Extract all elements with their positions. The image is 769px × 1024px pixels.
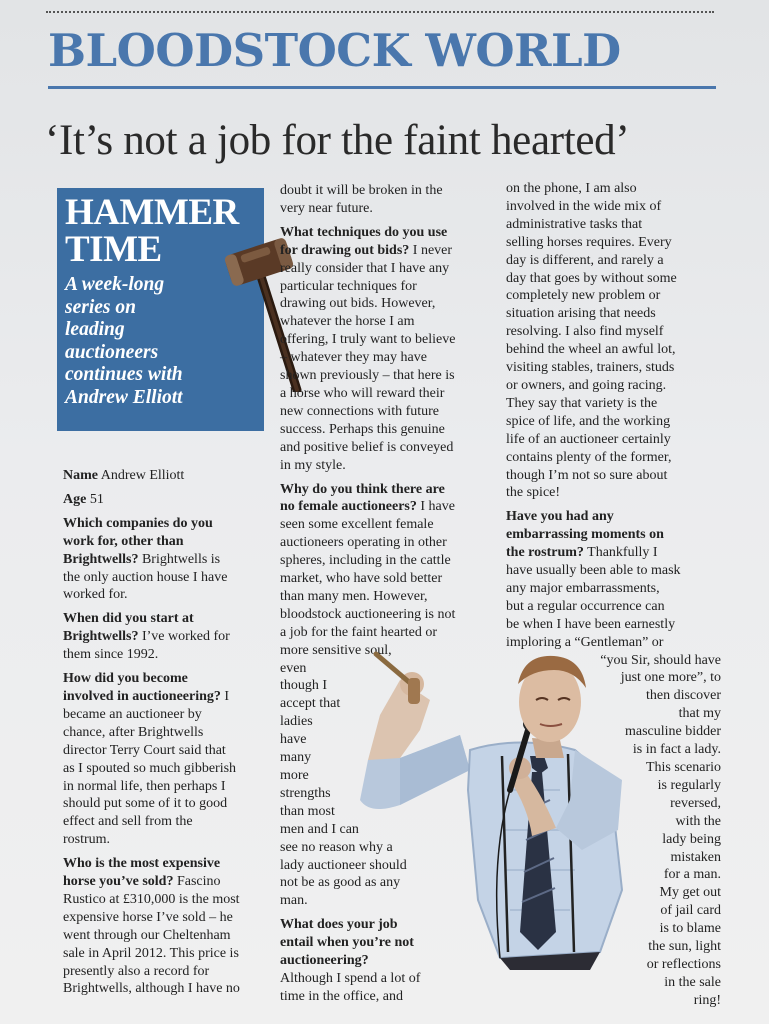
article-column-1 <box>63 467 273 998</box>
profile-name: Name Andrew Elliott <box>63 468 185 483</box>
auctioneer-photo <box>360 640 640 970</box>
top-dotted-rule <box>46 11 714 13</box>
qa-female-auctioneers: Why do you think there are no female auctioneers? I have seen some excellent female auctioneers operating in other spheres, including in the cattle market, who have sold better than many men. However, bloodstock auctioneering is not a job for the faint hearted or more sensitive soul, even though I accept that ladies have many more strengths than most men and I can see no reason why a lady auctioneer should not be as good as any man. <box>280 481 456 909</box>
qa-job-entail-continued: on the phone, I am also involved in the wide mix of administrative tasks that selling horses requires. Every day is different, and rarely a day that goes by without some completely new problem or situation arising that needs resolving. I also find myself behind the wheel an awful lot, visiting stables, trainers, studs or owners, and going racing. They say that variety is the spice of life, and the working life of an auctioneer certainly contains plenty of the former, though I’m not so sure about the spice! <box>506 181 677 501</box>
masthead-rule <box>48 86 716 89</box>
qa-expensive: Who is the most expensive horse you’ve sold? Fascino Rustico at £310,000 is the most expensive horse I’ve sold – he went through our Cheltenham sale in April 2012. This price is presently also a record for Brightwells, although I have no <box>63 856 240 997</box>
qa-become: How did you become involved in auctioneering? I became an auctioneer by chance, after Brightwells director Terry Court said that as I spouted so much gibberish in normal life, then perhaps I should put some of it to good effect and sell from the rostrum. <box>63 671 237 848</box>
qa-expensive-continued: doubt it will be broken in the very near future. <box>280 183 443 216</box>
qa-embarrassing: Have you had any embarrassing moments on the rostrum? Thankfully I have usually been able to mask any major embarrassments, but a regular occurrence can be when I have been earnestly imploring a “Gentleman” or “you Sir, should have just one more”, to then discover that my masculine bidder is in fact a lady. This scenario is regularly reversed, with the lady being mistaken for a man. My get out of jail card is to blame the sun, light or reflections in the sale ring! <box>506 509 721 1008</box>
article-headline: ‘It’s not a job for the faint hearted’ <box>45 117 630 164</box>
hammer-time-subtitle: A week-long series on leading auctioneers continues with Andrew Elliott <box>65 274 183 408</box>
qa-job-entail: What does your job entail when you’re not auctioneering? Although I spend a lot of time in the office, and <box>280 917 421 1004</box>
qa-companies: Which companies do you work for, other than Brightwells? Brightwells is the only auction house I have worked for. <box>63 515 228 603</box>
qa-start: When did you start at Brightwells? I’ve worked for them since 1992. <box>63 611 230 663</box>
masthead-title: BLOODSTOCK WORLD <box>48 24 621 77</box>
qa-techniques: What techniques do you use for drawing out bids? I never really consider that I have any particular techniques for drawing out bids. However, whatever the horse I am offering, I truly want to believe – whatever they may have shown previously – that here is a horse who will reward their new connections with future success. Perhaps this genuine and positive belief is conveyed in my style. <box>280 224 456 473</box>
profile-age: Age 51 <box>63 491 104 507</box>
hammer-time-box <box>57 188 264 431</box>
hammer-time-title: HAMMER TIME <box>65 192 239 270</box>
